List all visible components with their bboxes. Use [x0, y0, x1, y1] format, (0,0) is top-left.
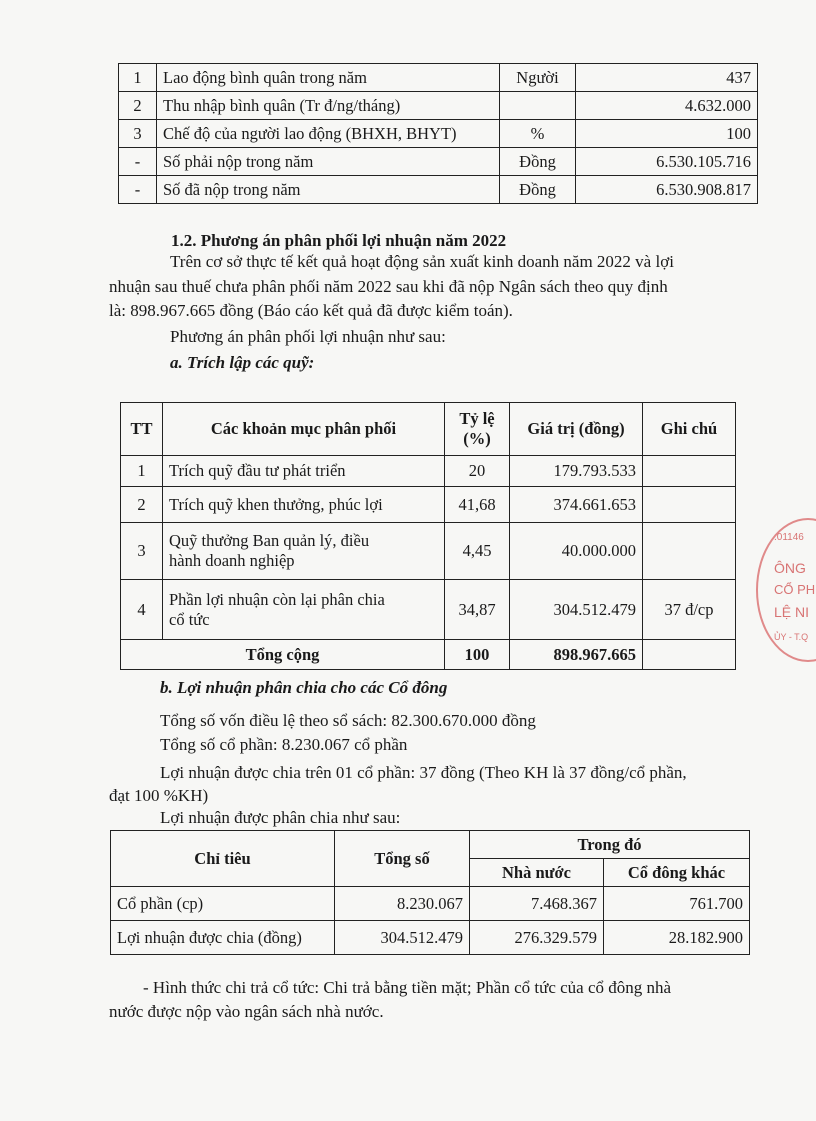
header-value: Giá trị (đồng): [510, 403, 643, 456]
row-number: -: [119, 176, 157, 204]
row-item: Lao động bình quân trong năm: [157, 64, 500, 92]
table-row: [119, 120, 758, 148]
row-item: Lợi nhuận được chia (đồng): [111, 921, 335, 955]
paragraph-line: là: 898.967.665 đồng (Báo cáo kết quả đã được kiểm toán).: [109, 301, 513, 320]
row-unit: %: [500, 120, 576, 148]
row-note: [643, 523, 736, 580]
row-value: 6.530.105.716: [576, 148, 758, 176]
distribution-table: [120, 402, 736, 670]
row-value: 304.512.479: [510, 580, 643, 640]
row-number: 2: [121, 487, 163, 523]
row-note: 37 đ/cp: [643, 580, 736, 640]
table-row: [119, 176, 758, 204]
paragraph-line: Lợi nhuận được chia trên 01 cổ phần: 37 đồng (Theo KH là 37 đồng/cổ phần,: [160, 763, 687, 782]
row-state: 7.468.367: [470, 887, 604, 921]
table-row: [121, 523, 736, 580]
table-row: [121, 487, 736, 523]
row-total: 8.230.067: [335, 887, 470, 921]
row-number: 4: [121, 580, 163, 640]
table-row: [111, 887, 750, 921]
row-unit: Đồng: [500, 148, 576, 176]
header-item: Chỉ tiêu: [111, 831, 335, 887]
row-item: Thu nhập bình quân (Tr đ/ng/tháng): [157, 92, 500, 120]
header-total: Tổng số: [335, 831, 470, 887]
total-value: 898.967.665: [510, 640, 643, 670]
row-state: 276.329.579: [470, 921, 604, 955]
row-total: 304.512.479: [335, 921, 470, 955]
row-other: 28.182.900: [604, 921, 750, 955]
footer-line: nước được nộp vào ngân sách nhà nước.: [109, 1002, 384, 1021]
header-group: Trong đó: [470, 831, 750, 859]
paragraph-line: Phương án phân phối lợi nhuận như sau:: [170, 327, 446, 346]
table-row: [119, 148, 758, 176]
header-other: Cổ đông khác: [604, 859, 750, 887]
labor-table: [118, 63, 758, 204]
total-note: [643, 640, 736, 670]
row-item: Cổ phần (cp): [111, 887, 335, 921]
paragraph-line: nhuận sau thuế chưa phân phối năm 2022 sau khi đã nộp Ngân sách theo quy định: [109, 277, 668, 296]
row-unit: [500, 92, 576, 120]
subheading-b: b. Lợi nhuận phân chia cho các Cổ đông: [160, 678, 448, 697]
paragraph-line: Tổng số vốn điều lệ theo sổ sách: 82.300.670.000 đồng: [160, 711, 536, 730]
paragraph-line: Lợi nhuận được phân chia như sau:: [160, 808, 401, 827]
footer-line: - Hình thức chi trả cổ tức: Chi trả bằng tiền mặt; Phần cổ tức của cổ đông nhà: [143, 978, 672, 997]
row-rate: 41,68: [445, 487, 510, 523]
row-item: Quỹ thưởng Ban quản lý, điều hành doanh nghiệp: [163, 523, 445, 580]
row-value: 6.530.908.817: [576, 176, 758, 204]
row-value: 179.793.533: [510, 456, 643, 487]
paragraph-line: Tổng số cổ phần: 8.230.067 cổ phần: [160, 735, 408, 754]
table-row: [119, 64, 758, 92]
paragraph-line: Trên cơ sở thực tế kết quả hoạt động sản xuất kinh doanh năm 2022 và lợi: [170, 252, 674, 271]
header-tt: TT: [121, 403, 163, 456]
dividend-table: [110, 830, 750, 955]
row-number: 1: [119, 64, 157, 92]
row-item: Phần lợi nhuận còn lại phân chia cổ tức: [163, 580, 445, 640]
header-note: Ghi chú: [643, 403, 736, 456]
table-row: [121, 580, 736, 640]
row-number: 3: [119, 120, 157, 148]
row-item: Trích quỹ đầu tư phát triển: [163, 456, 445, 487]
header-rate: Tỷ lệ (%): [445, 403, 510, 456]
row-other: 761.700: [604, 887, 750, 921]
row-item: Số đã nộp trong năm: [157, 176, 500, 204]
row-number: 1: [121, 456, 163, 487]
paragraph-line: đạt 100 %KH): [109, 786, 209, 805]
total-label: Tổng cộng: [121, 640, 445, 670]
table-row: [119, 92, 758, 120]
total-row: [121, 640, 736, 670]
row-rate: 20: [445, 456, 510, 487]
row-number: 2: [119, 92, 157, 120]
row-unit: Đồng: [500, 176, 576, 204]
header-state: Nhà nước: [470, 859, 604, 887]
row-item: Số phải nộp trong năm: [157, 148, 500, 176]
row-note: [643, 487, 736, 523]
company-seal: .01146 ÔNG CỔ PH LỆ NI ỦY - T.Q: [756, 518, 816, 662]
table-row: [111, 921, 750, 955]
row-number: 3: [121, 523, 163, 580]
total-rate: 100: [445, 640, 510, 670]
row-value: 4.632.000: [576, 92, 758, 120]
row-item: Trích quỹ khen thưởng, phúc lợi: [163, 487, 445, 523]
row-note: [643, 456, 736, 487]
row-rate: 4,45: [445, 523, 510, 580]
row-value: 100: [576, 120, 758, 148]
row-unit: Người: [500, 64, 576, 92]
row-rate: 34,87: [445, 580, 510, 640]
table-row: [121, 456, 736, 487]
row-item: Chế độ của người lao động (BHXH, BHYT): [157, 120, 500, 148]
table-header-row: [111, 831, 750, 859]
row-number: -: [119, 148, 157, 176]
row-value: 437: [576, 64, 758, 92]
table-header-row: [121, 403, 736, 456]
header-item: Các khoản mục phân phối: [163, 403, 445, 456]
section-heading: 1.2. Phương án phân phối lợi nhuận năm 2022: [171, 231, 507, 250]
row-value: 374.661.653: [510, 487, 643, 523]
row-value: 40.000.000: [510, 523, 643, 580]
subheading-a: a. Trích lập các quỹ:: [170, 353, 315, 372]
